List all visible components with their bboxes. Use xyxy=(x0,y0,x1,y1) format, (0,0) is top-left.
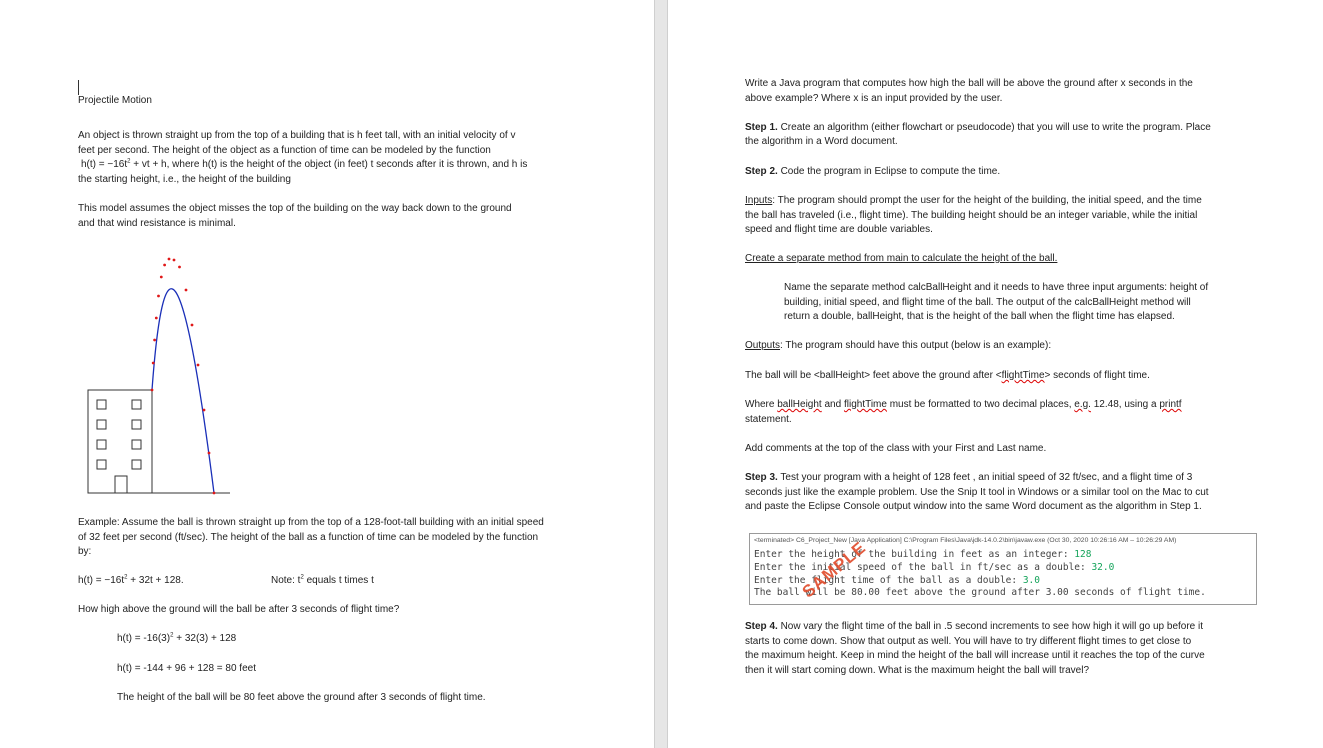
task-intro: Write a Java program that computes how high the ball will be above the ground after x seconds in the xyxy=(745,78,1193,89)
step-3: seconds just like the example problem. Use the Snip It tool in Windows or a similar tool on the Mac to cut xyxy=(745,487,1209,498)
intro-line: $h(t) = -16t^2$ + vt + h, where h(t) is the height of the object (in feet) t seconds after it is thrown, and h is xyxy=(81,158,528,170)
step-3: Step 3. Test your program with a height of 128 feet , an initial speed of 32 ft/sec, and a flight time of 3 xyxy=(745,472,1193,483)
step-4: then it will start coming down. What is the maximum height the ball will travel? xyxy=(745,665,1090,676)
model-line: This model assumes the object misses the top of the building on the way back down to the ground xyxy=(78,203,512,214)
calculation-step: $h(t) = -16(3)^2 + 32(3) + 128$ xyxy=(117,632,237,644)
console-header: <terminated> C6_Project_New [Java Application] C:\Program Files\Java\jdk-14.0.2\bin\javaw.exe (Oct 30, 2020 10:26:16 AM – 10:26:29 AM) xyxy=(754,537,1177,544)
exponent-note: Note: $t^2$ equals t times t xyxy=(271,574,374,586)
trajectory-points xyxy=(151,258,216,495)
calculation-step: h(t) = -144 + 96 + 128 = 80 feet xyxy=(117,663,256,674)
intro-line: feet per second. The height of the object as a function of time can be modeled by the function xyxy=(78,145,491,156)
output-sample: The ball will be <ballHeight> feet above the ground after <flightTime> seconds of flight time. xyxy=(745,370,1150,381)
format-instruction: statement. xyxy=(745,414,792,425)
example-line: Example: Assume the ball is thrown straight up from the top of a 128-foot-tall building with an initial speed xyxy=(78,517,544,528)
step-2: Step 2. Code the program in Eclipse to compute the time. xyxy=(745,166,1001,177)
outputs-section: Outputs: The program should have this output (below is an example): xyxy=(745,340,1052,351)
method-description: building, initial speed, and flight time of the ball. The output of the calcBallHeight method will xyxy=(784,297,1191,308)
inputs-section: Inputs: The program should prompt the user for the height of the building, the initial speed, and the time xyxy=(745,195,1202,206)
building-door xyxy=(115,476,127,493)
inputs-section: speed and flight time are double variables. xyxy=(745,224,933,235)
example-answer: The height of the ball will be 80 feet above the ground after 3 seconds of flight time. xyxy=(117,692,486,703)
text-cursor xyxy=(78,80,79,95)
sample-stamp: SAMPLE xyxy=(798,537,870,602)
method-description: Name the separate method calcBallHeight and it needs to have three input arguments: height of xyxy=(784,282,1209,293)
example-line: by: xyxy=(78,546,92,557)
intro-line: An object is thrown straight up from the top of a building that is h feet tall, with an initial velocity of v xyxy=(78,130,516,141)
example-question: How high above the ground will the ball be after 3 seconds of flight time? xyxy=(78,604,400,615)
intro-line: the starting height, i.e., the height of the building xyxy=(78,174,291,185)
step-3: and paste the Eclipse Console output window into the same Word document as the algorithm in Step 1. xyxy=(745,501,1202,512)
step-1: Step 1. Create an algorithm (either flowchart or pseudocode) that you will use to write the program. Place xyxy=(745,122,1211,133)
console-line: Enter the flight time of the ball as a double: 3.0 xyxy=(754,575,1040,586)
format-instruction: Where ballHeight and flightTime must be formatted to two decimal places, e.g. 12.48, using a printf xyxy=(745,399,1182,410)
example-formula: $h(t) = -16t^2 + 32t + 128$. xyxy=(78,574,184,586)
step-4: starts to come down. Show that output as well. You will have to try different flight times to get close to xyxy=(745,636,1192,647)
step-4: the maximum height. Keep in mind the height of the ball will increase until it reaches the top of the curve xyxy=(745,650,1205,661)
task-intro: above example? Where x is an input provided by the user. xyxy=(745,93,1003,104)
method-heading: Create a separate method from main to calculate the height of the ball. xyxy=(745,253,1058,264)
comments-instruction: Add comments at the top of the class with your First and Last name. xyxy=(745,443,1047,454)
console-line: Enter the initial speed of the ball in ft/sec as a double: 32.0 xyxy=(754,562,1115,573)
example-line: of 32 feet per second (ft/sec). The height of the ball as a function of time can be modeled by the function xyxy=(78,532,539,543)
step-4: Step 4. Now vary the flight time of the ball in .5 second increments to see how high it will go up before it xyxy=(745,621,1204,632)
method-description: return a double, ballHeight, that is the height of the ball when the flight time has elapsed. xyxy=(784,311,1175,322)
trajectory-curve xyxy=(152,289,214,493)
console-line: Enter the height of the building in feet as an integer: 128 xyxy=(754,549,1092,560)
console-line: The ball will be 80.00 feet above the ground after 3.00 seconds of flight time. xyxy=(754,587,1206,598)
projectile-illustration xyxy=(80,250,240,500)
step-1: the algorithm in a Word document. xyxy=(745,136,898,147)
model-line: and that wind resistance is minimal. xyxy=(78,218,236,229)
inputs-section: the ball has traveled (i.e., flight time). The building height should be an integer variable, while the initial xyxy=(745,210,1198,221)
doc-title: Projectile Motion xyxy=(78,95,152,106)
